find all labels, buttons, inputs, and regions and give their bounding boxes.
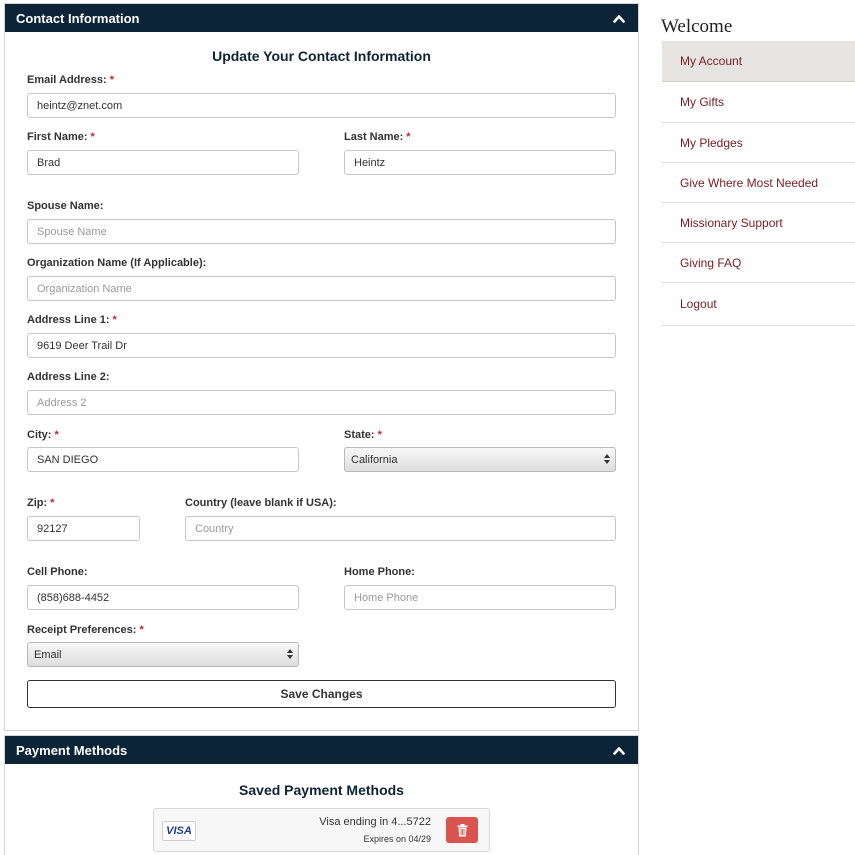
spouse-name-input[interactable] xyxy=(27,219,616,244)
address-line-2-label: Address Line 2: xyxy=(27,371,110,383)
cell-phone-input[interactable] xyxy=(27,585,299,610)
address-line-1-input[interactable] xyxy=(27,333,616,358)
welcome-heading: Welcome xyxy=(661,16,733,37)
city-input[interactable] xyxy=(27,447,299,472)
required-mark: * xyxy=(139,624,144,636)
card-description: Visa ending in 4...5722 xyxy=(319,816,431,828)
trash-icon xyxy=(457,824,468,837)
state-select-value: California xyxy=(351,453,398,466)
saved-card-row xyxy=(153,808,490,852)
spouse-name-label: Spouse Name: xyxy=(27,200,104,212)
address-line-2-input[interactable] xyxy=(27,390,616,415)
country-input[interactable] xyxy=(185,516,616,541)
contact-form-title: Update Your Contact Information xyxy=(212,48,431,64)
zip-input[interactable] xyxy=(27,516,140,541)
email-input[interactable] xyxy=(27,93,616,118)
sidebar-item-missionary-support[interactable]: Missionary Support xyxy=(662,203,855,243)
chevron-up-icon[interactable] xyxy=(612,11,626,25)
payment-methods-header-title: Payment Methods xyxy=(16,742,128,758)
receipt-preferences-select[interactable] xyxy=(27,642,299,667)
cell-phone-label: Cell Phone: xyxy=(27,566,88,578)
saved-payment-methods-title: Saved Payment Methods xyxy=(239,782,404,798)
account-nav xyxy=(662,41,855,326)
state-select[interactable] xyxy=(344,447,616,472)
contact-information-header-title: Contact Information xyxy=(16,10,140,26)
visa-icon: VISA xyxy=(162,821,196,841)
payment-methods-header[interactable] xyxy=(5,736,638,764)
save-changes-button[interactable]: Save Changes xyxy=(27,680,616,708)
home-phone-label: Home Phone: xyxy=(344,566,415,578)
organization-label: Organization Name (If Applicable): xyxy=(27,257,207,269)
sidebar-item-my-pledges[interactable]: My Pledges xyxy=(662,123,855,163)
chevron-up-icon[interactable] xyxy=(612,743,626,757)
state-label: State: * xyxy=(344,429,382,441)
last-name-input[interactable] xyxy=(344,150,616,175)
select-arrows-icon xyxy=(604,454,610,464)
contact-information-panel xyxy=(4,3,639,731)
first-name-label: First Name: * xyxy=(27,131,95,143)
payment-methods-panel xyxy=(4,735,639,855)
country-label: Country (leave blank if USA): xyxy=(185,497,337,509)
select-arrows-icon xyxy=(287,649,293,659)
address-line-1-label: Address Line 1: * xyxy=(27,314,117,326)
sidebar-item-logout[interactable]: Logout xyxy=(662,283,855,326)
required-mark: * xyxy=(377,429,382,441)
sidebar-item-my-gifts[interactable]: My Gifts xyxy=(662,82,855,123)
contact-information-header[interactable] xyxy=(5,4,638,32)
required-mark: * xyxy=(109,74,114,86)
card-expiration: Expires on 04/29 xyxy=(363,834,431,844)
required-mark: * xyxy=(112,314,117,326)
required-mark: * xyxy=(406,131,411,143)
required-mark: * xyxy=(90,131,95,143)
required-mark: * xyxy=(50,497,55,509)
first-name-input[interactable] xyxy=(27,150,299,175)
required-mark: * xyxy=(54,429,59,441)
city-label: City: * xyxy=(27,429,59,441)
sidebar-item-giving-faq[interactable]: Giving FAQ xyxy=(662,243,855,283)
zip-label: Zip: * xyxy=(27,497,55,509)
organization-input[interactable] xyxy=(27,276,616,301)
email-label: Email Address: * xyxy=(27,74,114,86)
receipt-preferences-value: Email xyxy=(34,648,62,661)
delete-card-button[interactable] xyxy=(446,817,478,843)
home-phone-input[interactable] xyxy=(344,585,616,610)
sidebar-item-my-account[interactable]: My Account xyxy=(662,41,855,82)
sidebar-item-give-where-most-needed[interactable]: Give Where Most Needed xyxy=(662,163,855,203)
last-name-label: Last Name: * xyxy=(344,131,411,143)
receipt-preferences-label: Receipt Preferences: * xyxy=(27,624,144,636)
